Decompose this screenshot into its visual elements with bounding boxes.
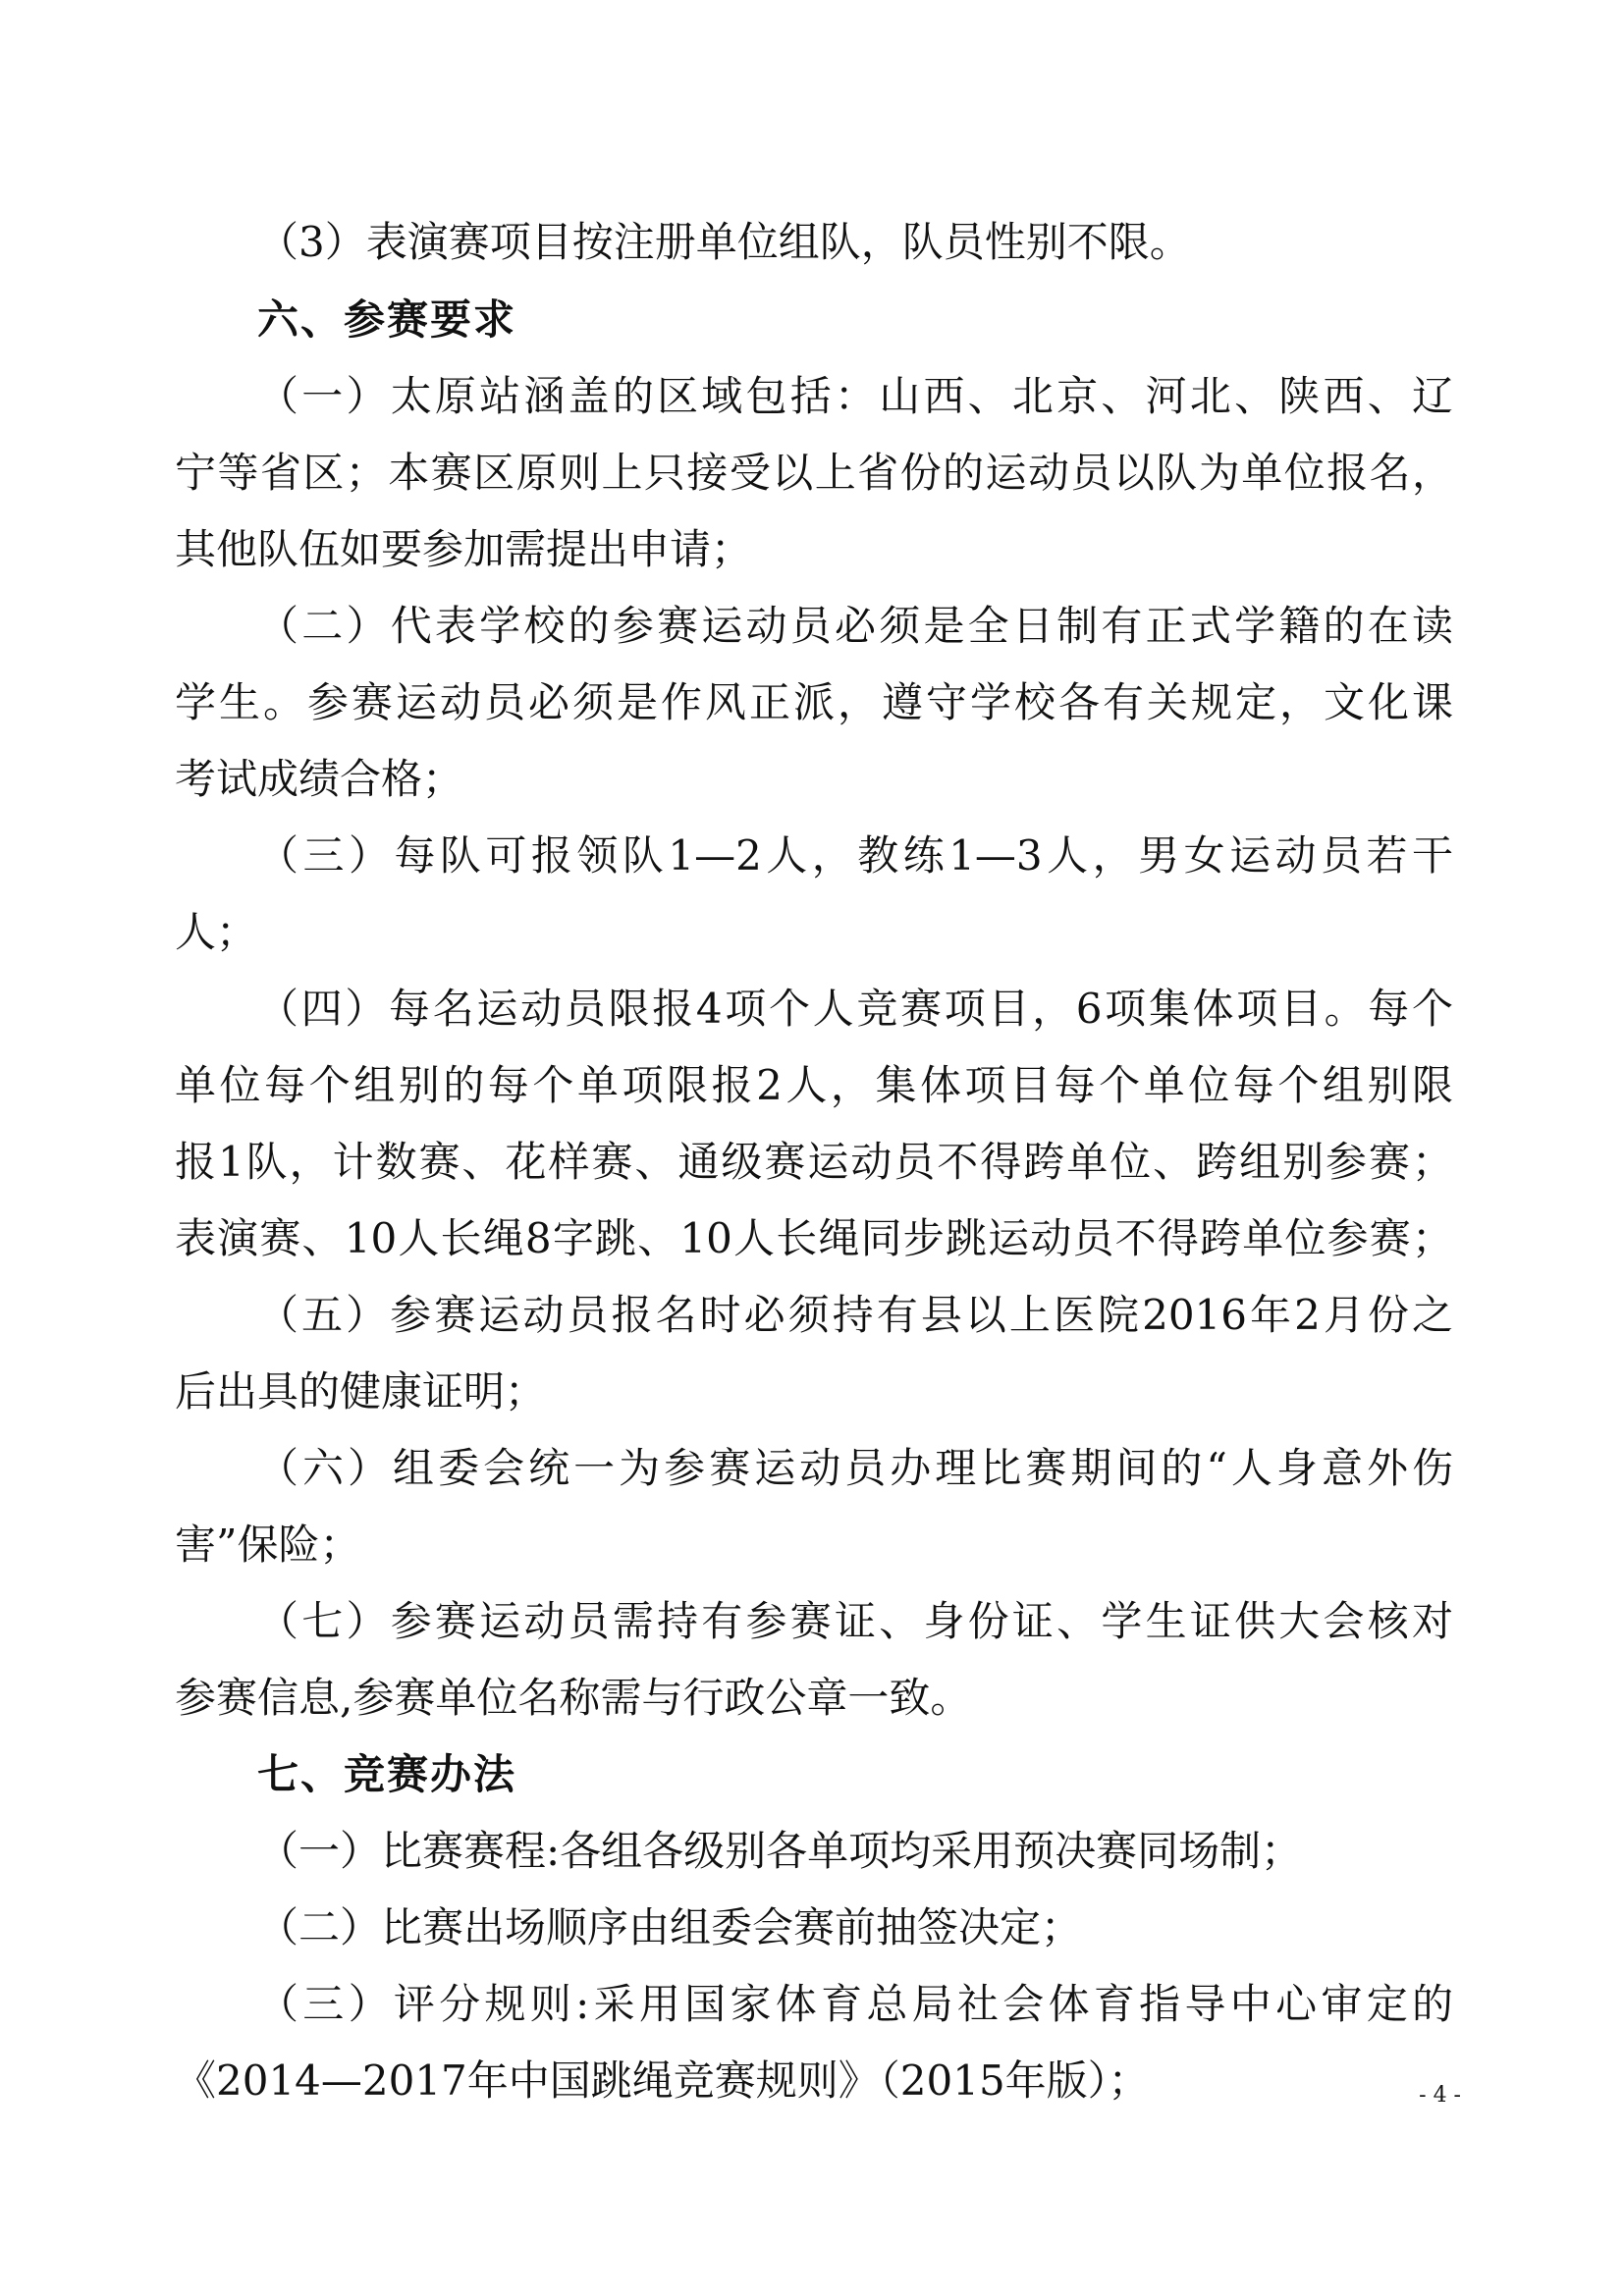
text-line: 表演赛、10人长绳8字跳、10人长绳同步跳运动员不得跨单位参赛； — [175, 1214, 1453, 1262]
text-line: 其他队伍如要参加需提出申请； — [175, 525, 753, 573]
text-line: 害”保险； — [175, 1521, 361, 1569]
text-line: 宁等省区；本赛区原则上只接受以上省份的运动员以队为单位报名， — [175, 449, 1453, 497]
text-line: 考试成绩合格； — [175, 755, 464, 803]
text-line: 单位每个组别的每个单项限报2人，集体项目每个单位每个组别限 — [175, 1061, 1453, 1109]
text-line: （一）太原站涵盖的区域包括：山西、北京、河北、陕西、辽 — [257, 372, 1453, 420]
text-line: （一）比赛赛程:各组各级别各单项均采用预决赛同场制； — [257, 1827, 1303, 1875]
text-line: （二）比赛出场顺序由组委会赛前抽签决定； — [257, 1903, 1083, 1951]
text-line: （七）参赛运动员需持有参赛证、身份证、学生证供大会核对 — [257, 1597, 1453, 1645]
page-number: - 4 - — [1419, 2083, 1461, 2108]
text-line: （五）参赛运动员报名时必须持有县以上医院2016年2月份之 — [257, 1291, 1453, 1339]
text-line: 《2014—2017年中国跳绳竞赛规则》（2015年版）； — [175, 2056, 1150, 2105]
text-line: 人； — [175, 908, 258, 956]
text-line: （四）每名运动员限报4项个人竞赛项目，6项集体项目。每个 — [257, 985, 1453, 1033]
text-line: 参赛信息,参赛单位名称需与行政公章一致。 — [175, 1674, 972, 1722]
text-line: （六）组委会统一为参赛运动员办理比赛期间的“人身意外伤 — [257, 1444, 1453, 1492]
text-line: 后出具的健康证明； — [175, 1367, 547, 1415]
text-line: 报1队，计数赛、花样赛、通级赛运动员不得跨单位、跨组别参赛； — [175, 1138, 1453, 1186]
text-line: （3）表演赛项目按注册单位组队，队员性别不限。 — [257, 218, 1191, 266]
text-line: （三）评分规则:采用国家体育总局社会体育指导中心审定的 — [257, 1980, 1453, 2028]
section-heading: 七、竞赛办法 — [257, 1750, 517, 1798]
text-line: （三）每队可报领队1—2人，教练1—3人，男女运动员若干 — [257, 831, 1453, 880]
text-line: 学生。参赛运动员必须是作风正派，遵守学校各有关规定，文化课 — [175, 678, 1453, 726]
section-heading: 六、参赛要求 — [257, 295, 517, 344]
text-line: （二）代表学校的参赛运动员必须是全日制有正式学籍的在读 — [257, 602, 1453, 650]
